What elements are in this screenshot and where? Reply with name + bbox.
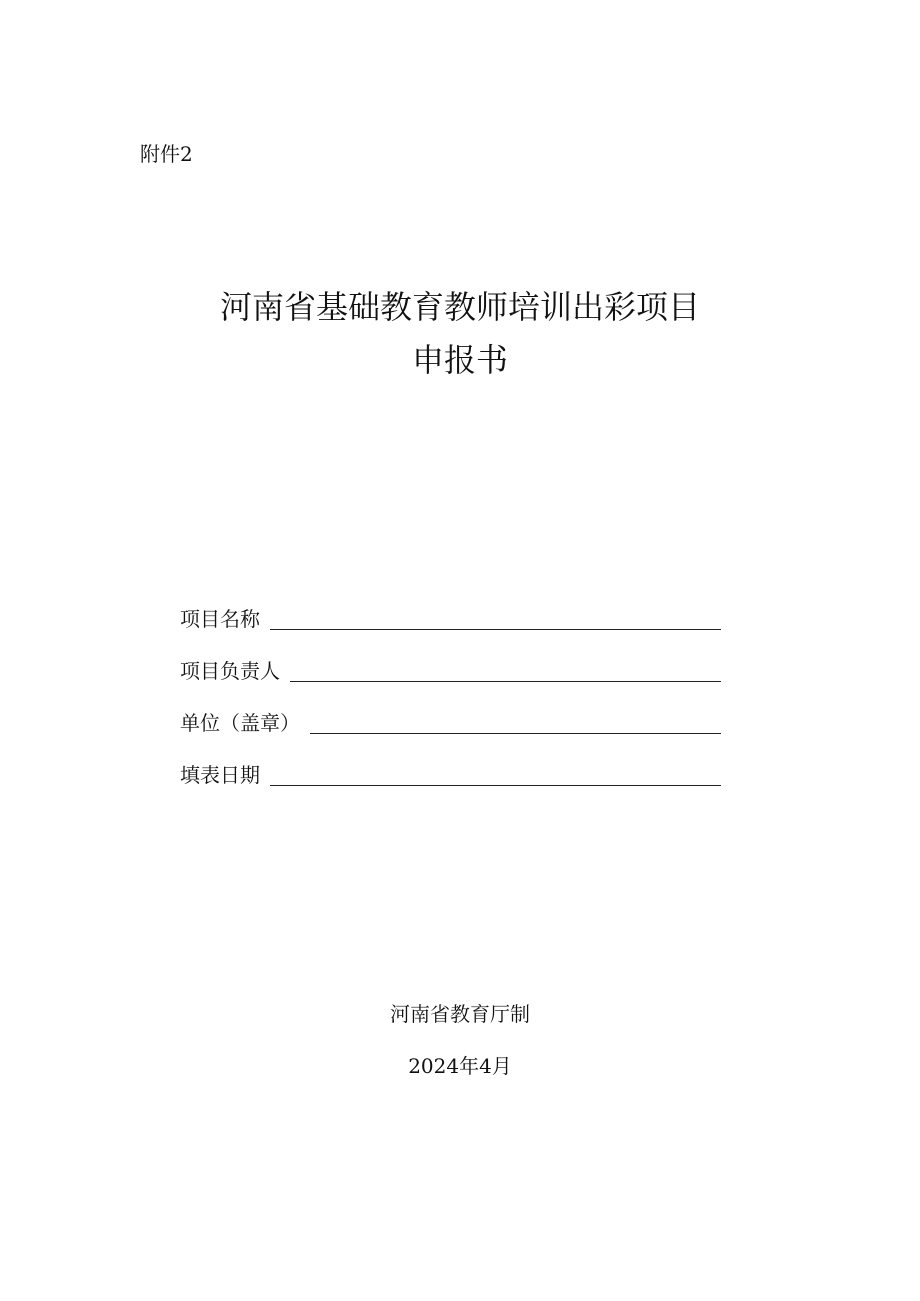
form-row-project-name	[180, 598, 721, 632]
field-blank-unit-seal[interactable]	[310, 711, 721, 734]
field-label-project-name: 项目名称	[180, 607, 260, 631]
form-row-unit-seal	[180, 702, 721, 736]
form-row-project-leader	[180, 650, 721, 684]
issue-date: 2024年4月	[408, 1054, 512, 1078]
document-subtitle: 申报书	[411, 341, 508, 379]
attachment-label: 附件2	[140, 142, 193, 166]
field-label-project-leader: 项目负责人	[180, 659, 280, 683]
form-row-fill-date	[180, 754, 721, 788]
issuer-label: 河南省教育厅制	[390, 1002, 530, 1026]
field-blank-fill-date[interactable]	[270, 763, 721, 786]
field-label-fill-date: 填表日期	[180, 763, 260, 787]
document-title: 河南省基础教育教师培训出彩项目	[219, 288, 700, 326]
field-blank-project-name[interactable]	[270, 607, 721, 630]
field-blank-project-leader[interactable]	[290, 659, 721, 682]
field-label-unit-seal: 单位（盖章）	[180, 711, 300, 735]
